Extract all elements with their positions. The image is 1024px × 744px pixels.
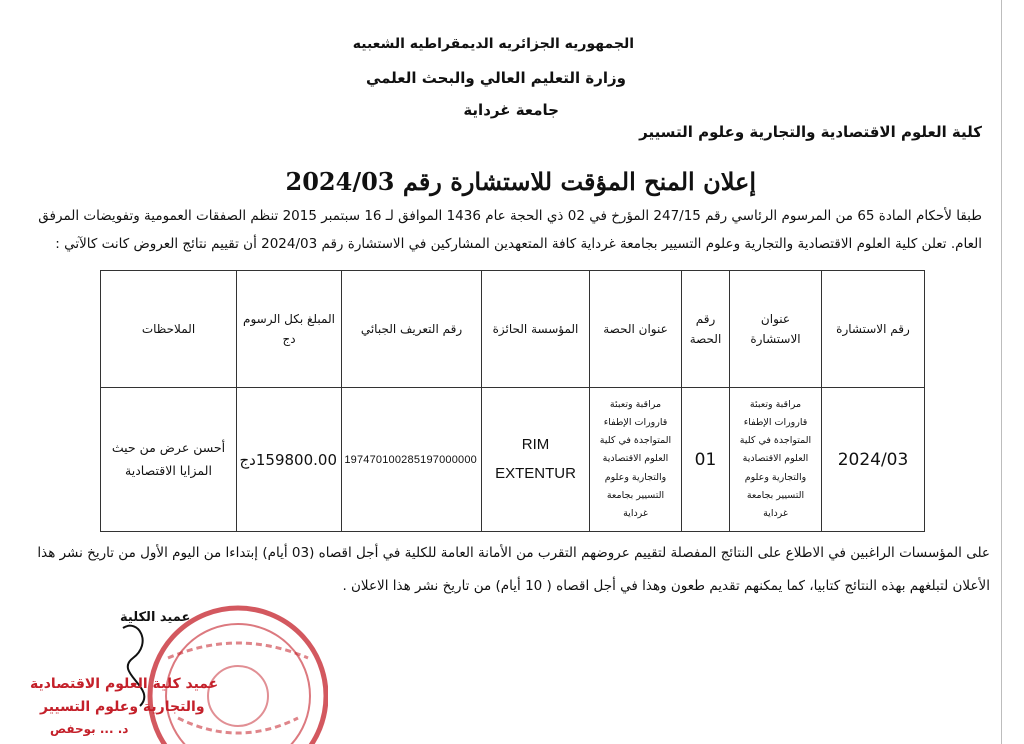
stamp-text-line-1: عميد كلية العلوم الاقتصادية (30, 676, 219, 692)
results-table (100, 270, 925, 532)
table-row (101, 388, 925, 532)
header-ministry: وزارة التعليم العالي والبحث العلمي (365, 69, 626, 87)
announcement-title: إعلان المنح المؤقت للاستشارة رقم 2024/03 (285, 167, 756, 196)
header-lot-title: عنوان الحصة (590, 271, 682, 388)
stamp-text-line-2: والتجارية وعلوم التسيير (40, 699, 205, 715)
header-notes: الملاحظات (101, 271, 237, 388)
header-consultation-no: رقم الاستشارة (822, 271, 925, 388)
header-republic: الجمهوريه الجزائريه الديمقراطيه الشعبيه (352, 36, 634, 52)
table-header-row (101, 271, 925, 388)
intro-line-1: طبقا لأحكام المادة 65 من المرسوم الرئاسي رقم 247/15 المؤرخ في 02 ذي الحجة عام 1436 الموافق لـ 16 سبتمبر 2015 تنظم الصفقات العمومية وتفويضات المرفق (38, 208, 982, 224)
cell-consultation-title: مراقبة وتعبئة قارورات الإطفاء المتواجدة في كلية العلوم الاقتصادية والتجارية وعلوم التسيير بجامعة غرداية (730, 388, 822, 532)
cell-consultation-no: 2024/03 (822, 388, 925, 532)
footer-line-2: الأعلان لتبلغهم بهذه النتائج كتابيا، كما يمكنهم تقديم طعون وهذا في أجل اقصاه ( 10 أيام) من تاريخ نشر هذا الاعلان . (342, 578, 990, 594)
header-winner: المؤسسة الحائزة (482, 271, 590, 388)
intro-line-2: العام. تعلن كلية العلوم الاقتصادية والتجارية وعلوم التسيير بجامعة غرداية كافة المتعهدين المشاركين في الاستشارة رقم 2024/03 أن تقييم نتائج العروض كانت كالآتي : (55, 236, 982, 252)
cell-winner: RIM EXTENTUR (482, 388, 590, 532)
header-consultation-title: عنوان الاستشارة (730, 271, 822, 388)
header-lot-no: رقم الحصة (682, 271, 730, 388)
header-faculty: كلية العلوم الاقتصادية والتجارية وعلوم التسيير (639, 123, 982, 141)
header-amount: المبلغ بكل الرسوم دج (237, 271, 342, 388)
cell-tax-id: 197470100285197000000 (342, 388, 482, 532)
header-university: جامعة غرداية (463, 101, 559, 119)
header-tax-id: رقم التعريف الجبائي (342, 271, 482, 388)
footer-line-1: على المؤسسات الراغبين في الاطلاع على النتائج المفصلة لتقييم عروضهم التقرب من الأمانة العامة للكلية في أجل اقصاه (03 أيام) إبتداءا من اليوم الأول من تاريخ نشر هذا (37, 545, 990, 561)
stamp-text-line-3: د. ... بوحفص (50, 722, 129, 736)
page-edge-divider (1001, 0, 1002, 744)
cell-lot-no: 01 (682, 388, 730, 532)
cell-amount: 159800.00دج (237, 388, 342, 532)
cell-lot-title: مراقبة وتعبئة قارورات الإطفاء المتواجدة في كلية العلوم الاقتصادية والتجارية وعلوم التسيير بجامعة غرداية (590, 388, 682, 532)
dean-signature-label: عميد الكلية (120, 610, 191, 625)
cell-notes: أحسن عرض من حيث المزايا الاقتصادية (101, 388, 237, 532)
